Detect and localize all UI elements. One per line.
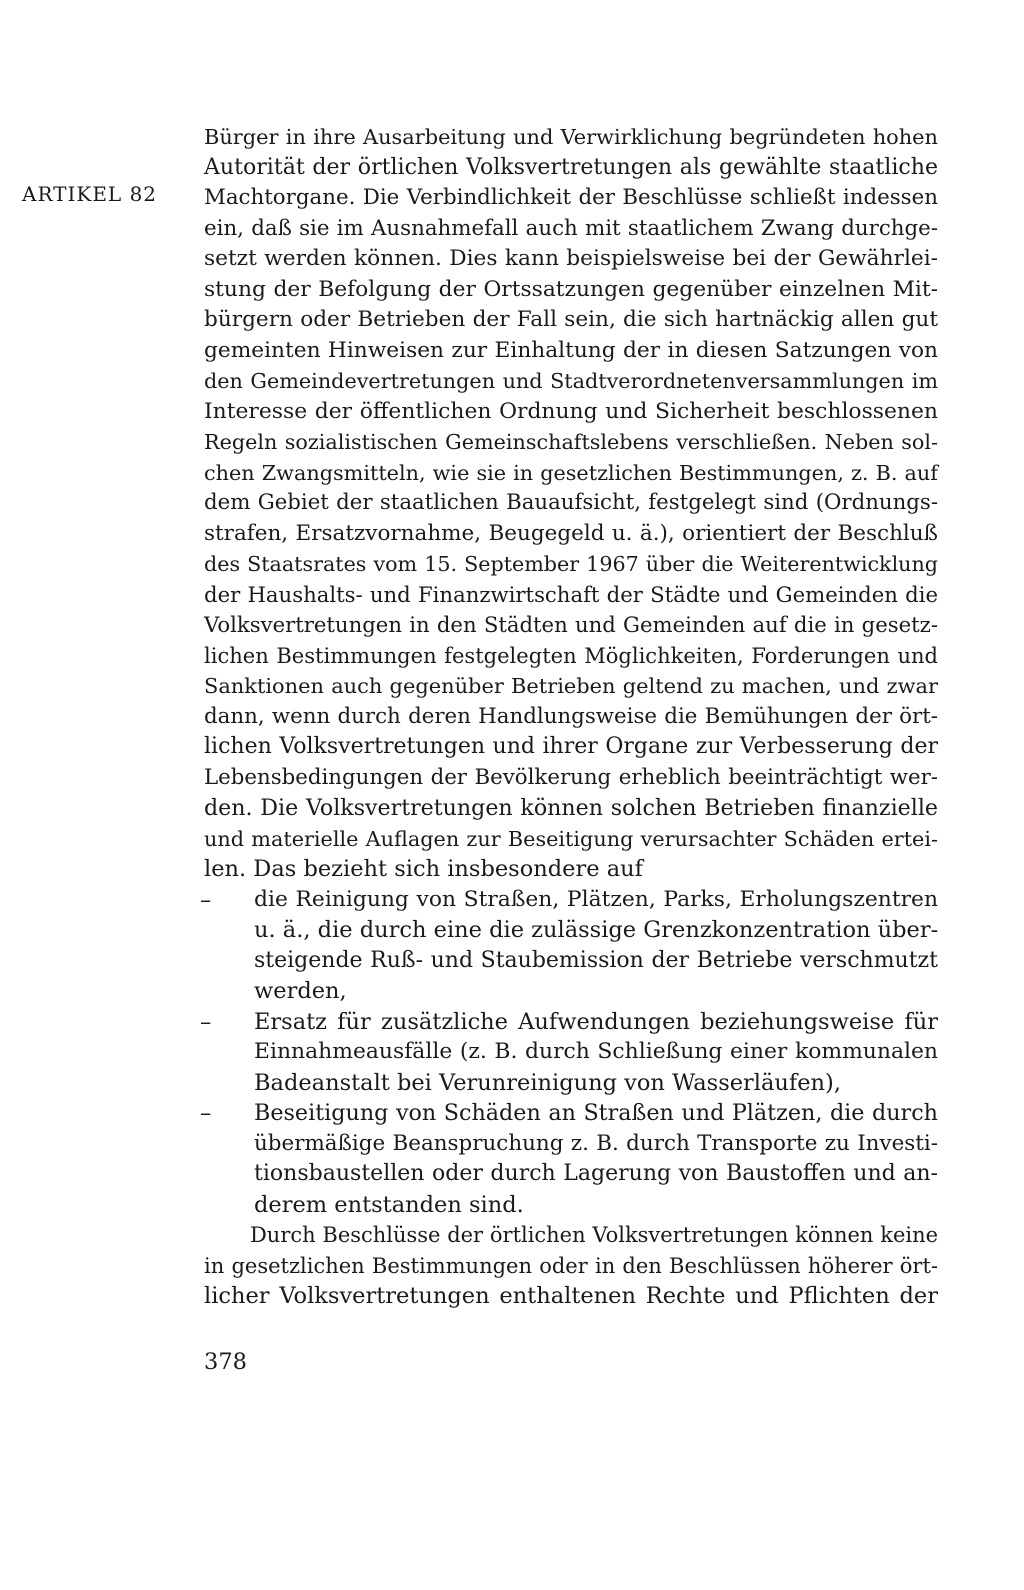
text-line: lichen Bestimmungen festgelegten Möglichkeiten, Forderungen und [204, 642, 938, 668]
bullet-line: Badeanstalt bei Verunreinigung von Wasserläufen), [254, 1069, 841, 1096]
dash-bullet: – [200, 1100, 212, 1126]
text-line: in gesetzlichen Bestimmungen oder in den Beschlüssen höherer ört- [204, 1252, 938, 1278]
text-line: Interesse der öffentlichen Ordnung und Sicherheit beschlossenen [204, 398, 938, 424]
text-line: Regeln sozialistischen Gemeinschaftslebens verschließen. Neben sol- [204, 430, 938, 454]
dash-bullet: – [200, 886, 212, 913]
bullet-line: derem entstanden sind. [254, 1191, 524, 1218]
text-line: den Gemeindevertretungen und Stadtverordnetenversammlungen im [204, 369, 938, 393]
text-line: chen Zwangsmitteln, wie sie in gesetzlichen Bestimmungen, z. B. auf [204, 460, 938, 485]
text-line: Volksvertretungen in den Städten und Gemeinden auf die in gesetz- [204, 612, 938, 637]
text-line: lichen Volksvertretungen und ihrer Organe zur Verbesserung der [204, 734, 938, 759]
bullet-line: Beseitigung von Schäden an Straßen und Plätzen, die durch [254, 1100, 938, 1126]
text-line: Machtorgane. Die Verbindlichkeit der Beschlüsse schließt indessen [204, 185, 938, 210]
bullet-line: tionsbaustellen oder durch Lagerung von Baustoffen und an- [254, 1161, 938, 1186]
text-line: len. Das bezieht sich insbesondere auf [204, 856, 643, 882]
text-line: dem Gebiet der staatlichen Bauaufsicht, festgelegt sind (Ordnungs- [204, 490, 938, 515]
text-line: ein, daß sie im Ausnahmefall auch mit staatlichem Zwang durchge- [204, 215, 938, 241]
article-margin-note: ARTIKEL 82 [22, 182, 158, 206]
text-line: gemeinten Hinweisen zur Einhaltung der in diesen Satzungen von [204, 337, 938, 363]
text-line: Lebensbedingungen der Bevölkerung erheblich beeinträchtigt wer- [204, 764, 938, 790]
text-line: und materielle Auflagen zur Beseitigung verursachter Schäden ertei- [204, 826, 938, 851]
text-line: Durch Beschlüsse der örtlichen Volksvertretungen können keine [250, 1223, 938, 1247]
bullet-line: die Reinigung von Straßen, Plätzen, Parks, Erholungszentren [254, 886, 938, 912]
text-line: Autorität der örtlichen Volksvertretungen als gewählte staatliche [204, 154, 938, 180]
text-line: den. Die Volksvertretungen können solchen Betrieben finanzielle [204, 795, 938, 821]
text-line: strafen, Ersatzvornahme, Beugegeld u. ä.), orientiert der Beschluß [204, 520, 938, 546]
text-line: stung der Befolgung der Ortssatzungen gegenüber einzelnen Mit- [204, 276, 938, 302]
bullet-item-2 [200, 1007, 938, 1099]
dash-bullet: – [200, 1008, 212, 1035]
bullet-line: steigende Ruß- und Staubemission der Betriebe verschmutzt [254, 947, 938, 973]
paragraph-1 [204, 122, 938, 885]
page-number: 378 [204, 1349, 247, 1375]
text-line: dann, wenn durch deren Handlungsweise die Bemühungen der ört- [204, 703, 938, 729]
body-text [200, 122, 939, 1312]
text-line: Bürger in ihre Ausarbeitung und Verwirklichung begründeten hohen [204, 125, 938, 149]
text-line: licher Volksvertretungen enthaltenen Rechte und Pflichten der [204, 1283, 938, 1309]
paragraph-2 [204, 1220, 938, 1312]
text-line: des Staatsrates vom 15. September 1967 über die Weiterentwicklung [204, 552, 938, 576]
bullet-line: werden, [254, 978, 347, 1004]
bullet-item-3 [200, 1098, 938, 1220]
text-line: der Haushalts- und Finanzwirtschaft der Städte und Gemeinden die [204, 581, 938, 607]
bullet-line: u. ä., die durch eine die zulässige Grenzkonzentration über- [254, 917, 939, 943]
text-line: Sanktionen auch gegenüber Betrieben geltend zu machen, und zwar [204, 674, 938, 698]
text-line: bürgern oder Betrieben der Fall sein, die sich hartnäckig allen gut [204, 307, 938, 332]
bullet-line: übermäßige Beanspruchung z. B. durch Transporte zu Investi- [254, 1130, 938, 1156]
bullet-item-1 [200, 885, 939, 1007]
bullet-line: Einnahmeausfälle (z. B. durch Schließung einer kommunalen [254, 1039, 938, 1064]
bullet-line: Ersatz für zusätzliche Aufwendungen beziehungsweise für [254, 1008, 938, 1035]
text-line: setzt werden können. Dies kann beispielsweise bei der Gewährlei- [204, 246, 938, 271]
